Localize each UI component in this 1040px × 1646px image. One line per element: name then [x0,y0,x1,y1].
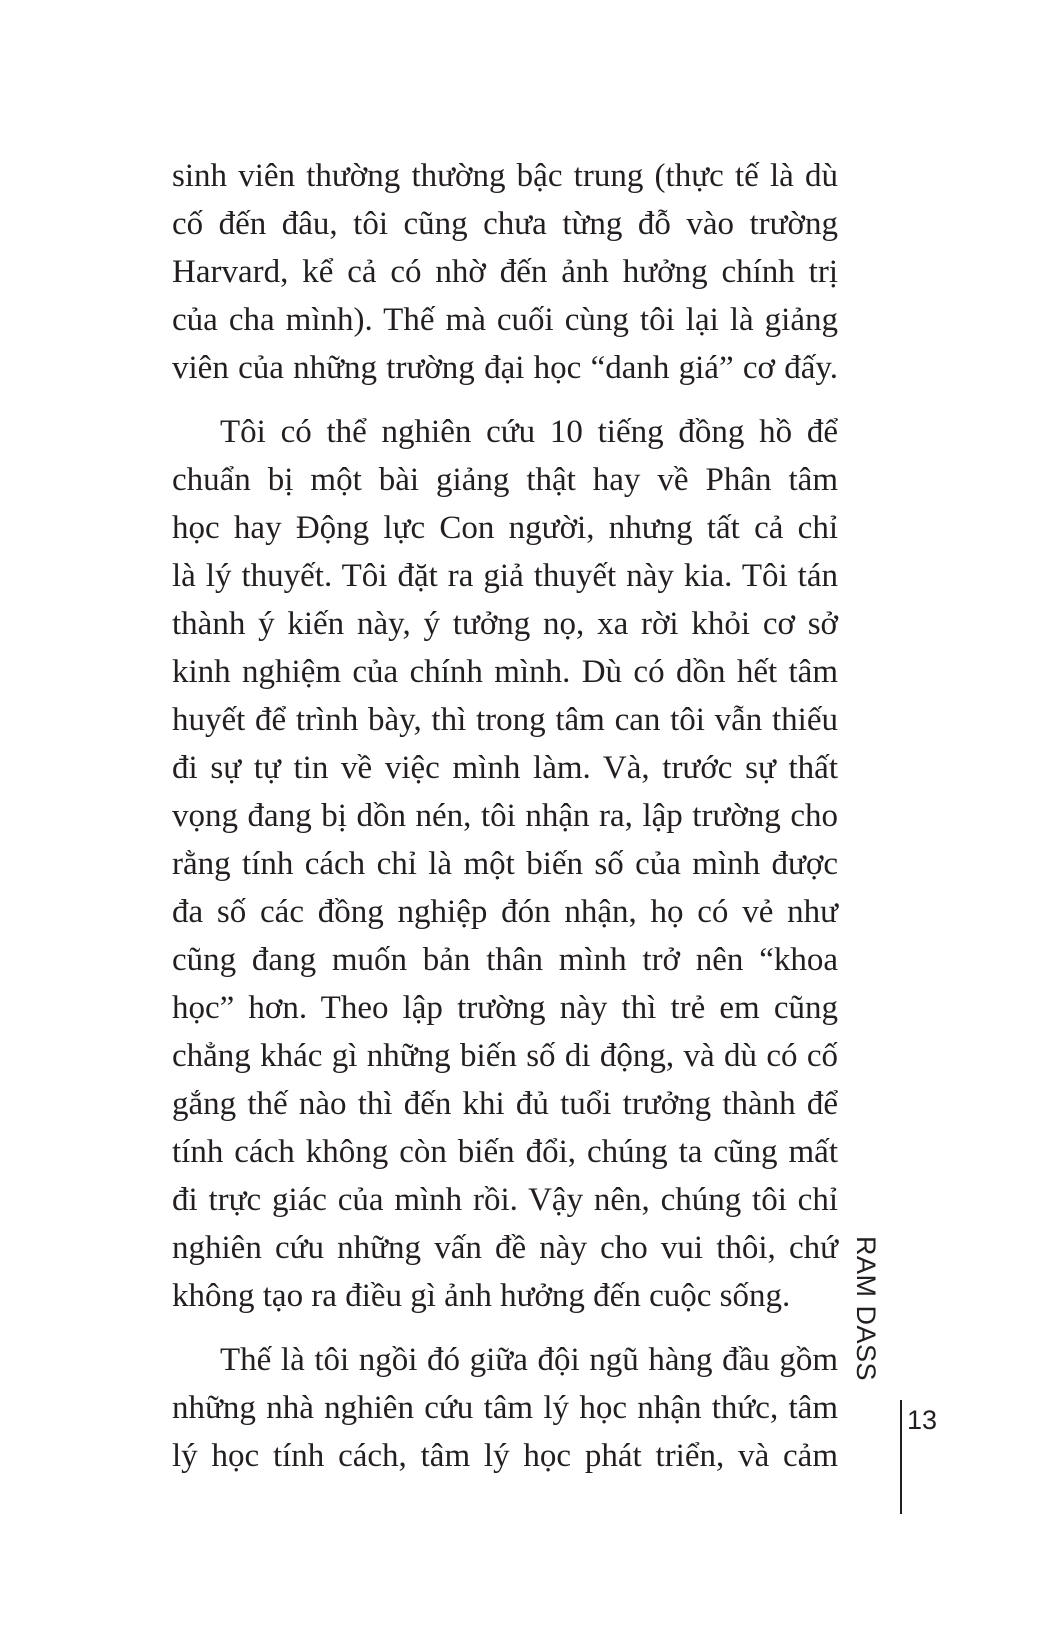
text-line: học” hơn. Theo lập trường này thì trẻ em cũng [172,990,838,1026]
text-line: đi sự tự tin về việc mình làm. Và, trước sự thất [172,750,838,786]
paragraph-1 [172,152,838,392]
text-line: của cha mình). Thế mà cuối cùng tôi lại là giảng [172,302,838,338]
text-line: Thế là tôi ngồi đó giữa đội ngũ hàng đầu gồm [220,1342,838,1378]
page-number: 13 [906,1405,938,1435]
text-line: lý học tính cách, tâm lý học phát triển, và cảm [172,1438,838,1474]
text-line: cố đến đâu, tôi cũng chưa từng đỗ vào trường [172,206,838,242]
text-line: không tạo ra điều gì ảnh hưởng đến cuộc sống. [172,1278,791,1314]
text-line: gắng thế nào thì đến khi đủ tuổi trưởng thành để [172,1086,838,1122]
text-line: đa số các đồng nghiệp đón nhận, họ có vẻ như [172,894,838,930]
text-line: Tôi có thể nghiên cứu 10 tiếng đồng hồ để [220,414,838,450]
text-line: tính cách không còn biến đổi, chúng ta cũng mất [172,1134,838,1170]
text-line: nghiên cứu những vấn đề này cho vui thôi, chứ [172,1230,838,1266]
paragraph-2 [172,408,838,1320]
text-line: là lý thuyết. Tôi đặt ra giả thuyết này kia. Tôi tán [172,558,838,594]
text-line: chuẩn bị một bài giảng thật hay về Phân tâm [172,462,838,498]
body-text [172,152,838,1496]
text-line: những nhà nghiên cứu tâm lý học nhận thức, tâm [172,1390,838,1426]
text-line: Harvard, kể cả có nhờ đến ảnh hưởng chính trị [172,254,838,290]
paragraph-3 [172,1336,838,1480]
text-line: thành ý kiến này, ý tưởng nọ, xa rời khỏi cơ sở [172,606,838,642]
running-head-author: RAM DASS [851,1236,881,1382]
text-line: cũng đang muốn bản thân mình trở nên “khoa [172,942,838,978]
text-line: chẳng khác gì những biến số di động, và dù có cố [172,1038,838,1074]
text-line: viên của những trường đại học “danh giá” cơ đấy. [172,350,838,386]
text-line: vọng đang bị dồn nén, tôi nhận ra, lập trường cho [172,798,838,834]
text-line: huyết để trình bày, thì trong tâm can tôi vẫn thiếu [172,702,838,738]
text-line: đi trực giác của mình rồi. Vậy nên, chúng tôi chỉ [172,1182,838,1218]
text-line: học hay Động lực Con người, nhưng tất cả chỉ [172,510,838,546]
text-line: rằng tính cách chỉ là một biến số của mình được [172,846,838,882]
text-line: kinh nghiệm của chính mình. Dù có dồn hết tâm [172,654,838,690]
text-line: sinh viên thường thường bậc trung (thực tế là dù [172,158,838,194]
